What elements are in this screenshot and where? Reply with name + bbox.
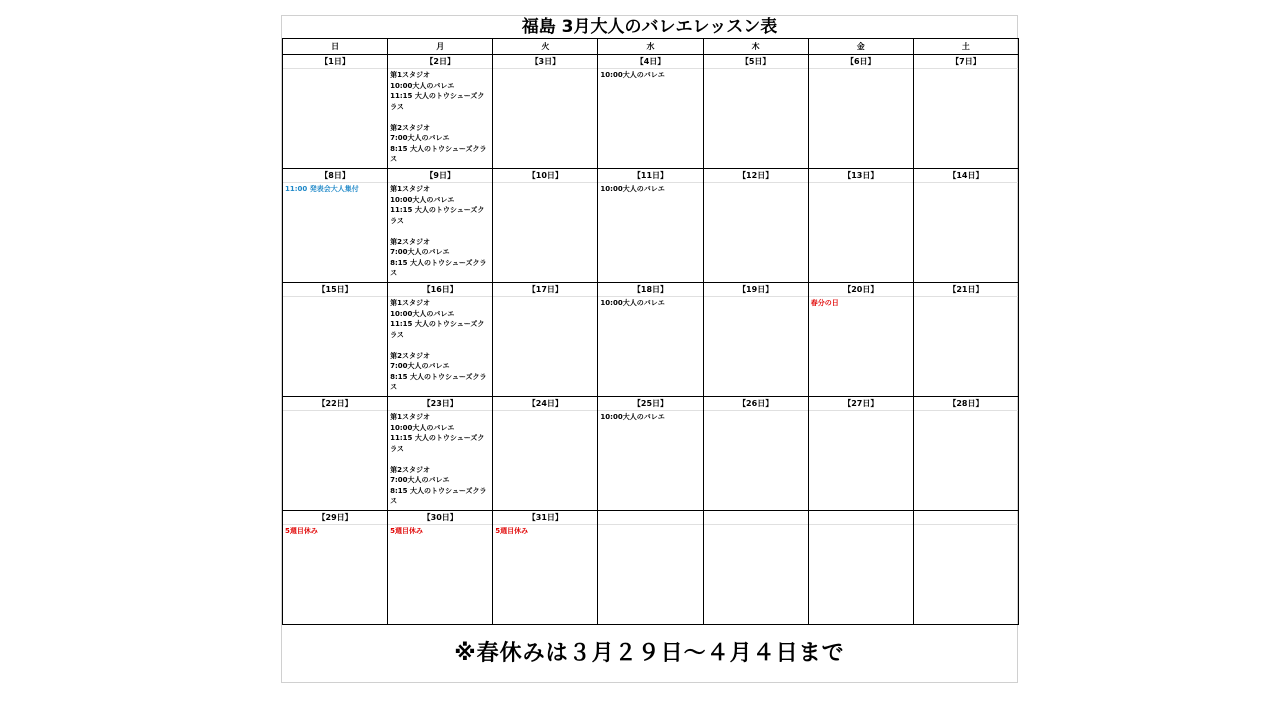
day-cell bbox=[598, 397, 703, 511]
day-label: 【4日】 bbox=[598, 55, 702, 69]
weekday-header: 月 bbox=[388, 39, 493, 55]
day-cell bbox=[493, 397, 598, 511]
day-entries bbox=[493, 297, 597, 299]
schedule-entry: 春分の日 bbox=[810, 299, 839, 307]
schedule-entry: 第1スタジオ bbox=[390, 71, 431, 79]
schedule-entry: 10:00大人のバレエ bbox=[600, 71, 665, 79]
schedule-entry: 7:00大人のバレエ bbox=[390, 476, 450, 484]
day-entries bbox=[914, 411, 1018, 413]
day-cell bbox=[913, 397, 1018, 511]
calendar-table bbox=[282, 38, 1019, 625]
schedule-sheet bbox=[281, 15, 1018, 683]
day-cell bbox=[493, 55, 598, 169]
day-cell bbox=[913, 55, 1018, 169]
day-entries bbox=[598, 525, 702, 527]
day-entries bbox=[598, 411, 702, 424]
day-entries bbox=[493, 525, 597, 538]
day-cell bbox=[388, 55, 493, 169]
day-entries bbox=[704, 69, 808, 71]
week-row bbox=[283, 397, 1019, 511]
day-entries bbox=[283, 411, 387, 413]
schedule-entry: 5週目休み bbox=[390, 527, 424, 535]
day-cell bbox=[913, 169, 1018, 283]
day-cell bbox=[808, 283, 913, 397]
day-label: 【25日】 bbox=[598, 397, 702, 411]
day-label: 【16日】 bbox=[388, 283, 492, 297]
day-entries bbox=[704, 183, 808, 185]
schedule-entry: 10:00大人のバレエ bbox=[600, 413, 665, 421]
day-label: 【7日】 bbox=[914, 55, 1018, 69]
day-label: 【31日】 bbox=[493, 511, 597, 525]
day-cell bbox=[283, 511, 388, 625]
day-label: 【27日】 bbox=[809, 397, 913, 411]
day-label: 【10日】 bbox=[493, 169, 597, 183]
day-label: 【1日】 bbox=[283, 55, 387, 69]
schedule-entry: 10:00大人のバレエ bbox=[390, 309, 455, 318]
day-cell bbox=[493, 283, 598, 397]
day-label: 【20日】 bbox=[809, 283, 913, 297]
day-cell bbox=[703, 397, 808, 511]
schedule-entry bbox=[390, 340, 490, 351]
day-entries bbox=[809, 411, 913, 413]
day-cell bbox=[703, 55, 808, 169]
day-label: 【18日】 bbox=[598, 283, 702, 297]
weekday-header: 日 bbox=[283, 39, 388, 55]
day-label bbox=[914, 511, 1018, 525]
day-cell bbox=[493, 169, 598, 283]
day-cell bbox=[388, 283, 493, 397]
day-cell bbox=[388, 397, 493, 511]
schedule-entry: 11:15 大人のトウシューズクラス bbox=[390, 92, 485, 111]
day-entries bbox=[598, 183, 702, 196]
day-cell bbox=[808, 511, 913, 625]
day-cell bbox=[703, 169, 808, 283]
schedule-entry: 第2スタジオ bbox=[390, 351, 431, 360]
day-label: 【3日】 bbox=[493, 55, 597, 69]
day-label: 【21日】 bbox=[914, 283, 1018, 297]
schedule-entry: 7:00大人のバレエ bbox=[390, 362, 450, 370]
schedule-entry: 11:15 大人のトウシューズクラス bbox=[390, 206, 485, 225]
day-entries bbox=[493, 411, 597, 413]
day-entries bbox=[283, 183, 387, 196]
schedule-entry: 10:00大人のバレエ bbox=[600, 185, 665, 193]
day-cell bbox=[808, 397, 913, 511]
schedule-entry: 11:15 大人のトウシューズクラス bbox=[390, 320, 485, 339]
schedule-entry: 第2スタジオ bbox=[390, 237, 431, 246]
schedule-entry: 第2スタジオ bbox=[390, 123, 431, 132]
day-label: 【2日】 bbox=[388, 55, 492, 69]
day-entries bbox=[914, 525, 1018, 527]
day-cell bbox=[598, 169, 703, 283]
day-label: 【14日】 bbox=[914, 169, 1018, 183]
day-entries bbox=[914, 297, 1018, 299]
schedule-entry bbox=[390, 112, 490, 123]
day-label bbox=[598, 511, 702, 525]
day-entries bbox=[809, 297, 913, 310]
day-entries bbox=[283, 297, 387, 299]
schedule-entry: 5週目休み bbox=[495, 527, 529, 535]
day-cell bbox=[598, 55, 703, 169]
day-label: 【13日】 bbox=[809, 169, 913, 183]
schedule-entry: 5週目休み bbox=[285, 527, 318, 535]
day-label: 【15日】 bbox=[283, 283, 387, 297]
weekday-header: 水 bbox=[598, 39, 703, 55]
day-entries bbox=[493, 69, 597, 71]
schedule-entry: 10:00大人のバレエ bbox=[390, 81, 455, 90]
day-entries bbox=[283, 69, 387, 71]
day-cell bbox=[808, 169, 913, 283]
day-label: 【17日】 bbox=[493, 283, 597, 297]
day-entries bbox=[388, 411, 492, 508]
day-entries bbox=[493, 183, 597, 185]
day-entries bbox=[704, 297, 808, 299]
day-cell bbox=[283, 283, 388, 397]
day-entries bbox=[914, 183, 1018, 185]
day-label: 【12日】 bbox=[704, 169, 808, 183]
day-entries bbox=[704, 525, 808, 527]
day-entries bbox=[598, 297, 702, 310]
day-label: 【23日】 bbox=[388, 397, 492, 411]
day-entries bbox=[704, 411, 808, 413]
schedule-entry: 8:15 大人のトウシューズクラス bbox=[390, 144, 487, 163]
weekday-header: 木 bbox=[703, 39, 808, 55]
weekday-header: 火 bbox=[493, 39, 598, 55]
day-entries bbox=[809, 525, 913, 527]
day-cell bbox=[388, 511, 493, 625]
day-label: 【24日】 bbox=[493, 397, 597, 411]
day-label: 【28日】 bbox=[914, 397, 1018, 411]
schedule-entry: 11:15 大人のトウシューズクラス bbox=[390, 434, 485, 453]
day-cell bbox=[808, 55, 913, 169]
day-label: 【11日】 bbox=[598, 169, 702, 183]
schedule-entry: 7:00大人のバレエ bbox=[390, 134, 450, 142]
day-label: 【26日】 bbox=[704, 397, 808, 411]
schedule-entry: 第1スタジオ bbox=[390, 413, 431, 421]
page-title: 福島 3月大人のバレエレッスン表 bbox=[521, 17, 778, 37]
weekday-header: 土 bbox=[913, 39, 1018, 55]
schedule-entry: 第1スタジオ bbox=[390, 185, 431, 193]
day-label: 【6日】 bbox=[809, 55, 913, 69]
day-cell bbox=[598, 511, 703, 625]
week-row bbox=[283, 169, 1019, 283]
day-label bbox=[809, 511, 913, 525]
day-entries bbox=[388, 69, 492, 166]
day-cell bbox=[598, 283, 703, 397]
schedule-entry: 10:00大人のバレエ bbox=[600, 299, 665, 307]
week-row bbox=[283, 283, 1019, 397]
day-cell bbox=[388, 169, 493, 283]
day-entries bbox=[283, 525, 387, 538]
day-cell bbox=[493, 511, 598, 625]
weekday-header-row bbox=[283, 39, 1019, 55]
day-entries bbox=[388, 297, 492, 394]
schedule-entry: 7:00大人のバレエ bbox=[390, 248, 450, 256]
day-cell bbox=[703, 511, 808, 625]
schedule-entry bbox=[390, 226, 490, 237]
day-cell bbox=[283, 169, 388, 283]
calendar-body bbox=[283, 55, 1019, 625]
schedule-entry: 8:15 大人のトウシューズクラス bbox=[390, 486, 487, 505]
schedule-entry: 8:15 大人のトウシューズクラス bbox=[390, 258, 487, 277]
day-cell bbox=[913, 511, 1018, 625]
day-label: 【22日】 bbox=[283, 397, 387, 411]
week-row bbox=[283, 55, 1019, 169]
day-cell bbox=[283, 397, 388, 511]
weekday-header: 金 bbox=[808, 39, 913, 55]
schedule-entry: 8:15 大人のトウシューズクラス bbox=[390, 372, 487, 391]
day-entries bbox=[388, 183, 492, 280]
schedule-entry bbox=[390, 454, 490, 465]
day-entries bbox=[809, 183, 913, 185]
day-entries bbox=[809, 69, 913, 71]
day-label: 【30日】 bbox=[388, 511, 492, 525]
day-label: 【19日】 bbox=[704, 283, 808, 297]
spring-break-notice: ※春休みは３月２９日～４月４日まで bbox=[454, 641, 845, 666]
schedule-entry: 10:00大人のバレエ bbox=[390, 423, 455, 432]
schedule-entry: 10:00大人のバレエ bbox=[390, 195, 455, 204]
day-entries bbox=[914, 69, 1018, 71]
day-label: 【29日】 bbox=[283, 511, 387, 525]
schedule-entry: 第1スタジオ bbox=[390, 299, 431, 307]
day-entries bbox=[388, 525, 492, 538]
schedule-entry: 11:00 発表会大人集付 bbox=[285, 185, 359, 193]
day-label: 【9日】 bbox=[388, 169, 492, 183]
day-entries bbox=[598, 69, 702, 82]
week-row bbox=[283, 511, 1019, 625]
day-label: 【8日】 bbox=[283, 169, 387, 183]
schedule-entry: 第2スタジオ bbox=[390, 465, 431, 474]
day-label bbox=[704, 511, 808, 525]
day-label: 【5日】 bbox=[704, 55, 808, 69]
day-cell bbox=[913, 283, 1018, 397]
day-cell bbox=[703, 283, 808, 397]
day-cell bbox=[283, 55, 388, 169]
